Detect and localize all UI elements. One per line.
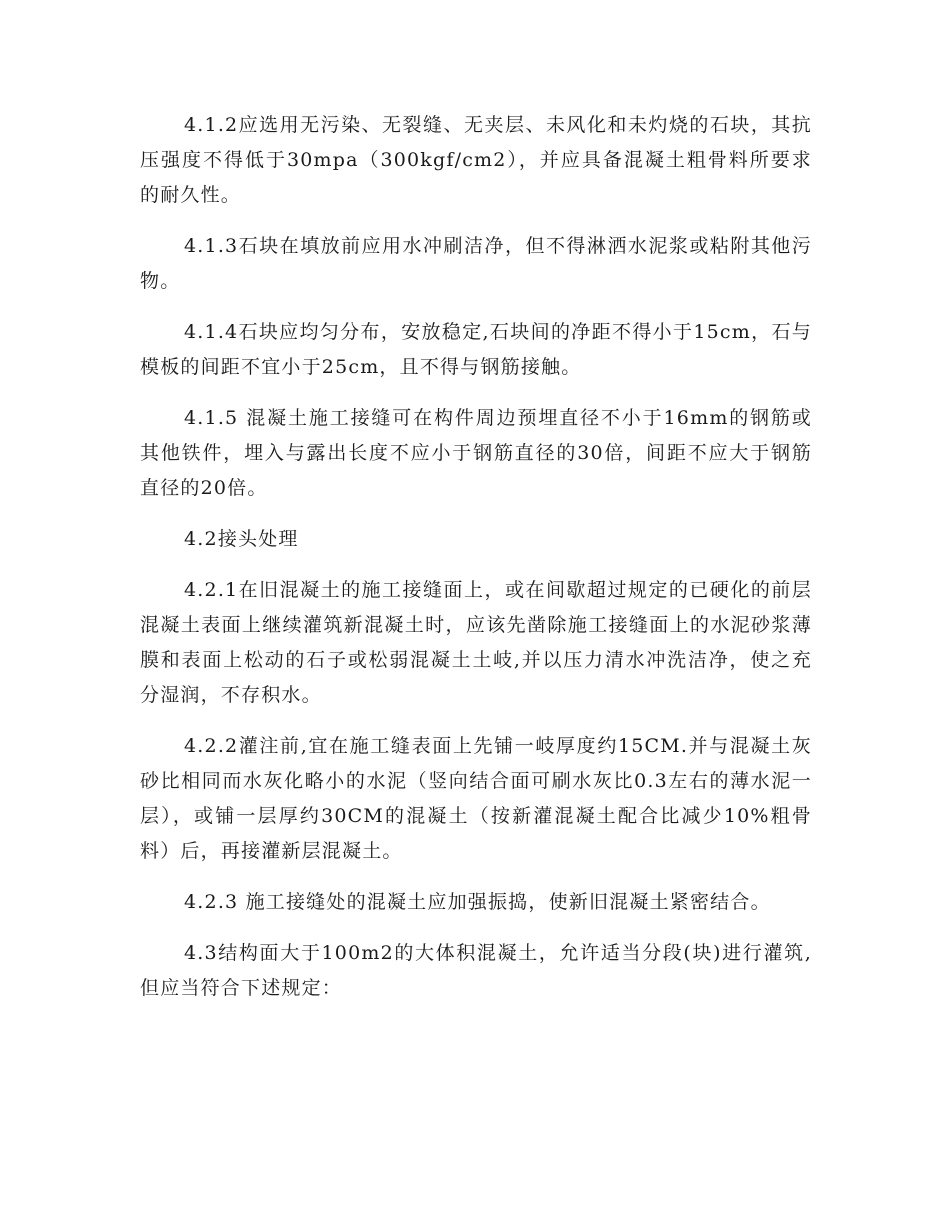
section-heading-4-2: 4.2接头处理 — [184, 528, 299, 550]
paragraph-4-1-2: 4.1.2应选用无污染、无裂缝、无夹层、未风化和未灼烧的石块，其抗压强度不得低于30mpa（300kgf/cm2），并应具备混凝土粗骨料所要求的耐久性。 — [140, 114, 812, 206]
paragraph-4-2-3: 4.2.3 施工接缝处的混凝土应加强振捣，使新旧混凝土紧密结合。 — [184, 891, 771, 913]
paragraph-4-2-1: 4.2.1在旧混凝土的施工接缝面上，或在间歇超过规定的已硬化的前层混凝土表面上继续灌筑新混凝土时，应该先凿除施工接缝面上的水泥砂浆薄膜和表面上松动的石子或松弱混凝土土岐,并以压力清水冲洗洁净，使之充分湿润，不存积水。 — [140, 579, 812, 706]
paragraph-4-1-5: 4.1.5 混凝土施工接缝可在构件周边预埋直径不小于16mm的钢筋或其他铁件，埋入与露出长度不应小于钢筋直径的30倍，间距不应大于钢筋直径的20倍。 — [140, 407, 812, 499]
paragraph-4-2-2: 4.2.2灌注前,宜在施工缝表面上先铺一岐厚度约15CM.并与混凝土灰砂比相同而水灰化略小的水泥（竖向结合面可刷水灰比0.3左右的薄水泥一层），或铺一层厚约30CM的混凝土（按新灌混凝土配合比减少10%粗骨料）后，再接灌新层混凝土。 — [140, 735, 812, 862]
paragraph-4-1-3: 4.1.3石块在填放前应用水冲刷洁净，但不得淋洒水泥浆或粘附其他污物。 — [140, 235, 812, 292]
paragraph-4-3: 4.3结构面大于100m2的大体积混凝土，允许适当分段(块)进行灌筑,但应当符合下述规定： — [140, 942, 812, 999]
paragraph-4-1-4: 4.1.4石块应均匀分布，安放稳定,石块间的净距不得小于15cm，石与模板的间距不宜小于25cm，且不得与钢筋接触。 — [140, 321, 812, 378]
document-page — [140, 108, 812, 1022]
